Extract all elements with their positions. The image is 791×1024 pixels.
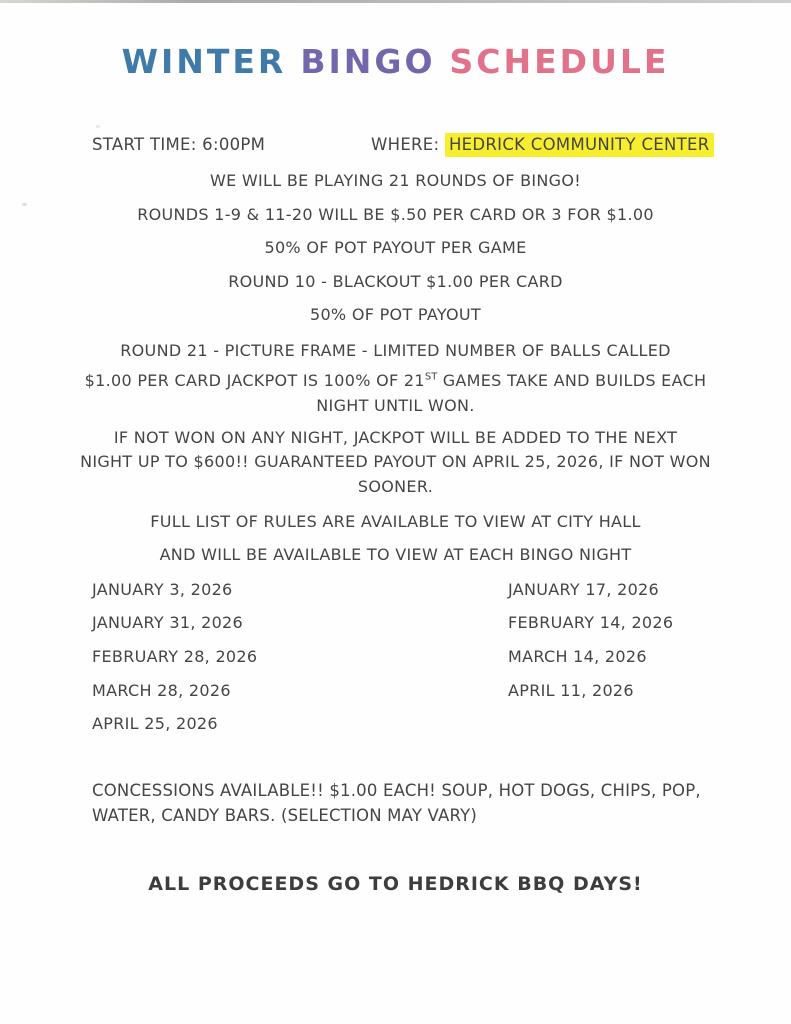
date-item: JANUARY 17, 2026 [508, 580, 660, 599]
line-round21: ROUND 21 - PICTURE FRAME - LIMITED NUMBER OF BALLS CALLED [120, 341, 671, 360]
date-item: MARCH 14, 2026 [508, 647, 647, 666]
jackpot-line-1 [0, 371, 791, 390]
concessions-line-2: WATER, CANDY BARS. (SELECTION MAY VARY) [92, 806, 477, 825]
rules-line-1: FULL LIST OF RULES ARE AVAILABLE TO VIEW AT CITY HALL [150, 512, 641, 531]
ifnotwon-line-1: IF NOT WON ON ANY NIGHT, JACKPOT WILL BE ADDED TO THE NEXT [113, 428, 678, 447]
date-item: JANUARY 3, 2026 [92, 580, 233, 599]
title-word-bingo: BINGO [300, 42, 436, 81]
concessions-line-1: CONCESSIONS AVAILABLE!! $1.00 EACH! SOUP, HOT DOGS, CHIPS, POP, [92, 781, 701, 800]
date-item: MARCH 28, 2026 [92, 681, 231, 700]
superscript-st: ST [424, 371, 438, 383]
scan-speck [96, 125, 100, 128]
title-word-schedule: SCHEDULE [449, 42, 670, 81]
ifnotwon-line-3: SOONER. [357, 477, 434, 496]
date-item: JANUARY 31, 2026 [92, 613, 244, 632]
line-round10: ROUND 10 - BLACKOUT $1.00 PER CARD [228, 272, 563, 291]
date-item: FEBRUARY 28, 2026 [92, 647, 258, 666]
page-title [0, 42, 791, 81]
where-line [371, 135, 714, 154]
where-label: WHERE: [371, 135, 440, 154]
jackpot-line-1-post: GAMES TAKE AND BUILDS EACH [437, 371, 707, 390]
line-pot-payout: 50% OF POT PAYOUT [309, 305, 482, 324]
jackpot-line-2: NIGHT UNTIL WON. [316, 396, 475, 415]
title-word-winter: WINTER [121, 42, 287, 81]
date-item: FEBRUARY 14, 2026 [508, 613, 674, 632]
scan-edge-artifact [0, 0, 791, 3]
date-item: APRIL 11, 2026 [508, 681, 634, 700]
where-value-highlight: HEDRICK COMMUNITY CENTER [445, 133, 714, 157]
rules-line-2: AND WILL BE AVAILABLE TO VIEW AT EACH BINGO NIGHT [159, 545, 632, 564]
line-card-price: ROUNDS 1-9 & 11-20 WILL BE $.50 PER CARD OR 3 FOR $1.00 [137, 205, 654, 224]
jackpot-line-1-pre: $1.00 PER CARD JACKPOT IS 100% OF 21 [84, 371, 425, 390]
footer-text: ALL PROCEEDS GO TO HEDRICK BBQ DAYS! [148, 873, 643, 895]
start-time-text: START TIME: 6:00PM [92, 135, 266, 154]
ifnotwon-line-2: NIGHT UP TO $600!! GUARANTEED PAYOUT ON APRIL 25, 2026, IF NOT WON [80, 452, 711, 471]
line-rounds-intro: WE WILL BE PLAYING 21 ROUNDS OF BINGO! [210, 171, 581, 190]
line-pot-per-game: 50% OF POT PAYOUT PER GAME [264, 238, 527, 257]
date-item: APRIL 25, 2026 [92, 714, 218, 733]
